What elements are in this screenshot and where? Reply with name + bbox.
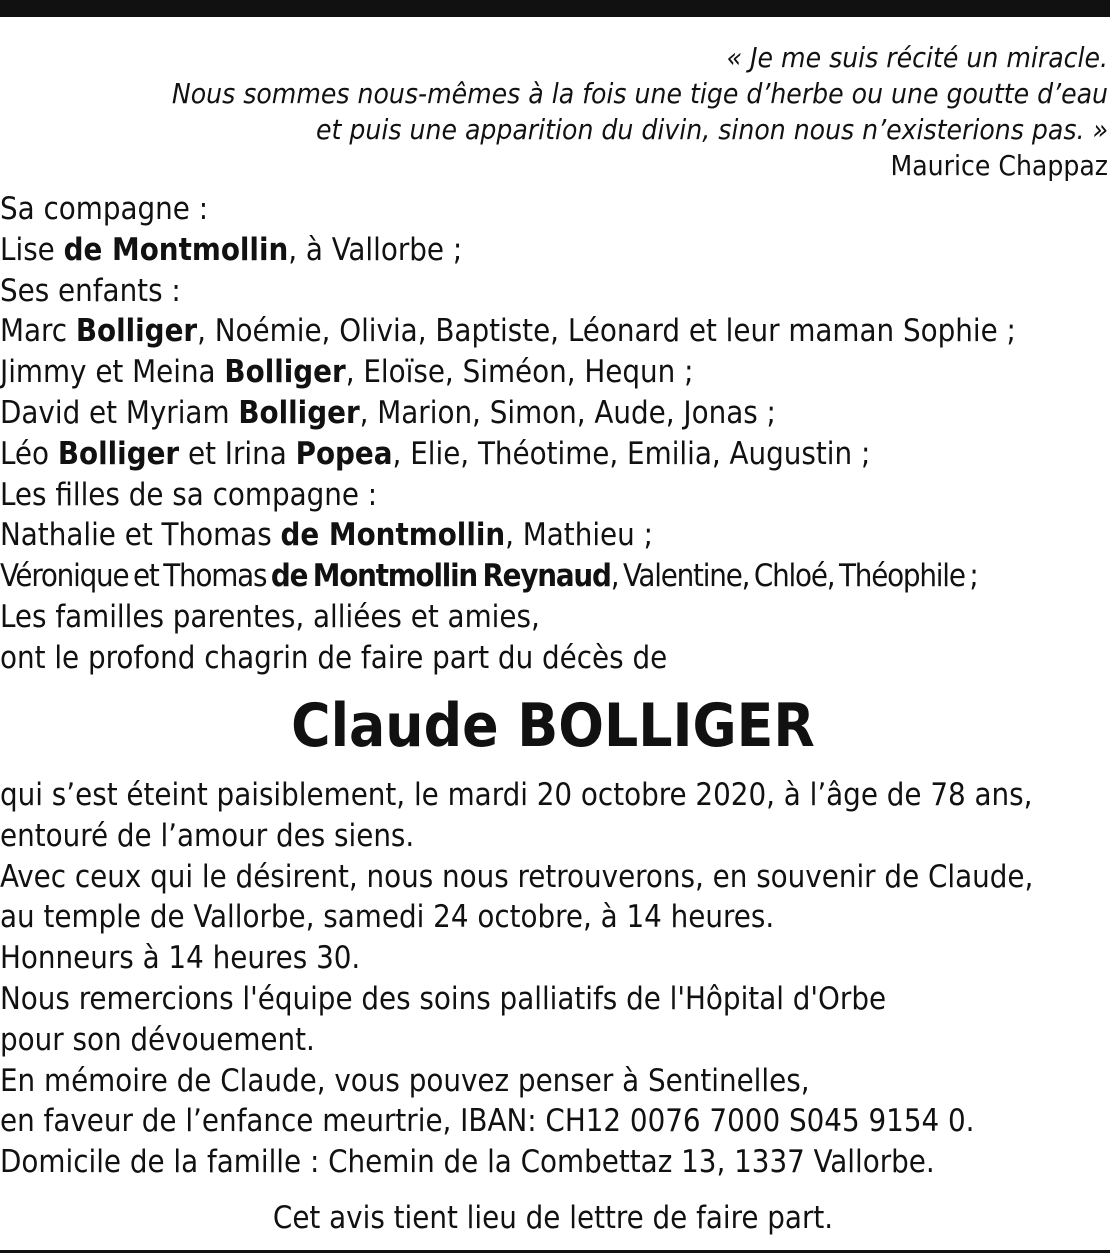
deceased-name: Claude BOLLIGER: [291, 691, 815, 761]
line-middle: et Irina: [179, 435, 296, 472]
daughter-line: [0, 515, 1106, 556]
first-names: Léo: [0, 435, 58, 472]
quote-author: Maurice Chappaz: [890, 149, 1108, 182]
detail-line: qui s’est éteint paisiblement, le mardi 20 octobre 2020, à l’âge de 78 ans,: [0, 777, 1033, 813]
line-rest: , Noémie, Olivia, Baptiste, Léonard et leur maman Sophie ;: [197, 313, 1016, 350]
first-names: David et Myriam: [0, 394, 239, 431]
families-line: Les familles parentes, alliées et amies,: [0, 598, 540, 635]
family-list: [0, 189, 1110, 679]
line-rest: , Elie, Théotime, Emilia, Augustin ;: [392, 435, 871, 472]
first-names: Nathalie et Thomas: [0, 517, 281, 554]
surname: Bolliger: [238, 394, 360, 431]
companion-label: Sa compagne :: [0, 191, 209, 227]
surname: Bolliger: [57, 435, 180, 472]
companion-line: [0, 230, 1106, 271]
daughter-line: [0, 556, 1106, 597]
quote-line: Nous sommes nous-mêmes à la fois une tige d’herbe ou une goutte d’eau: [171, 77, 1108, 110]
line-rest: , Valentine, Chloé, Théophile ;: [610, 558, 978, 595]
children-label: Ses enfants :: [0, 272, 181, 309]
surname: Bolliger: [224, 354, 346, 391]
line-rest: , à Vallorbe ;: [288, 231, 463, 268]
first-names: Jimmy et Meina: [0, 354, 225, 391]
surname: de Montmollin Reynaud: [270, 558, 611, 595]
footer-note: Cet avis tient lieu de lettre de faire part.: [272, 1200, 834, 1236]
quote-line: et puis une apparition du divin, sinon nous n’existerions pas. »: [316, 113, 1108, 146]
detail-line: entouré de l’amour des siens.: [0, 817, 415, 854]
surname: Popea: [295, 435, 393, 472]
detail-line: Honneurs à 14 heures 30.: [0, 940, 361, 977]
detail-line: Avec ceux qui le désirent, nous nous retrouverons, en souvenir de Claude,: [0, 858, 1034, 895]
detail-line: En mémoire de Claude, vous pouvez penser à Sentinelles,: [0, 1062, 810, 1099]
detail-line: en faveur de l’enfance meurtrie, IBAN: CH12 0076 7000 S045 9154 0.: [0, 1103, 975, 1140]
surname: Bolliger: [75, 313, 198, 350]
child-line: [0, 393, 1106, 434]
detail-line: Nous remercions l'équipe des soins palliatifs de l'Hôpital d'Orbe: [0, 980, 887, 1017]
detail-line: pour son dévouement.: [0, 1021, 315, 1058]
child-line: [0, 311, 1106, 352]
detail-line: Domicile de la famille : Chemin de la Combettaz 13, 1337 Vallorbe.: [0, 1144, 935, 1181]
surname: de Montmollin: [280, 517, 506, 554]
surname: de Montmollin: [63, 231, 289, 268]
first-names: Véronique et Thomas: [0, 558, 271, 595]
line-rest: , Mathieu ;: [505, 517, 653, 554]
first-names: Lise: [0, 231, 64, 268]
first-names: Marc: [0, 313, 76, 350]
line-rest: , Marion, Simon, Aude, Jonas ;: [359, 394, 776, 431]
top-rule: [0, 0, 1110, 17]
child-line: [0, 352, 1106, 393]
child-line: [0, 434, 1106, 475]
bottom-rule: [0, 1250, 1110, 1253]
details-block: [0, 775, 1110, 1183]
epigraph-quote: [8, 40, 1108, 184]
line-rest: , Eloïse, Siméon, Hequn ;: [345, 354, 694, 391]
announce-line: ont le profond chagrin de faire part du décès de: [0, 639, 668, 676]
detail-line: au temple de Vallorbe, samedi 24 octobre, à 14 heures.: [0, 899, 775, 936]
quote-line: « Je me suis récité un miracle.: [726, 41, 1108, 74]
daughters-label: Les filles de sa compagne :: [0, 476, 378, 513]
